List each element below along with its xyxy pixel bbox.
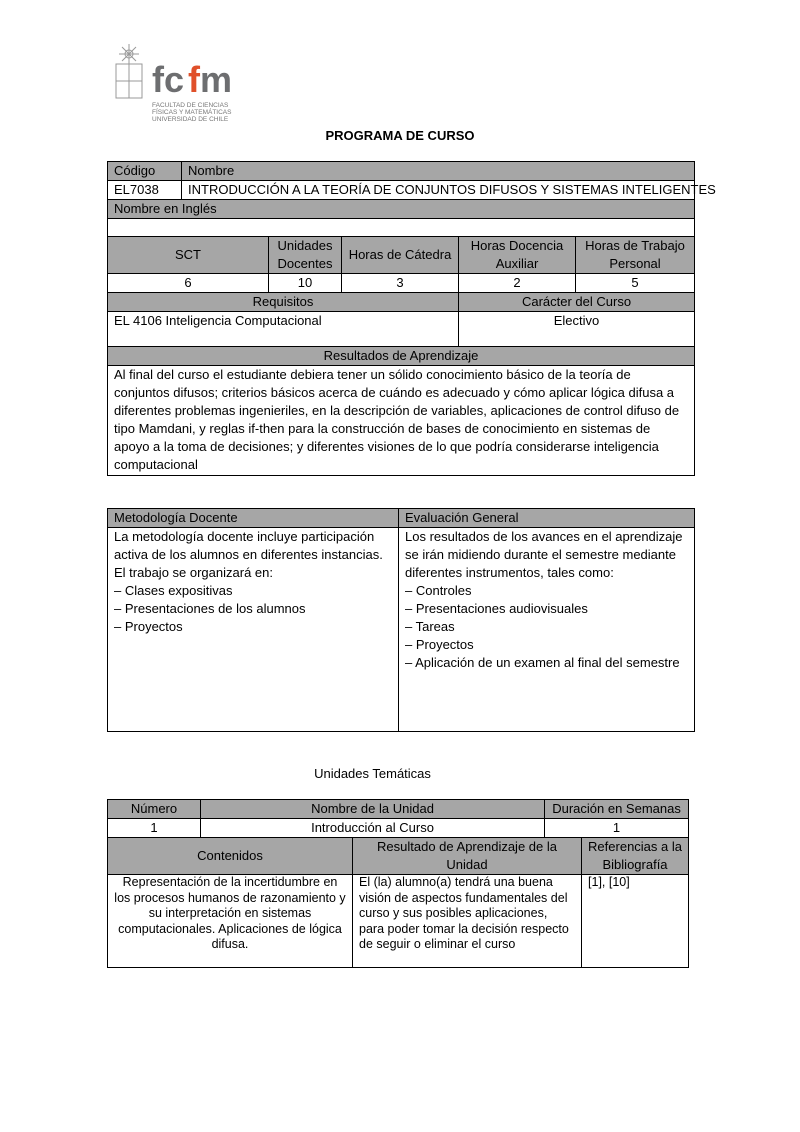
contenidos-text: Representación de la incertidumbre en los procesos humanos de razonamiento y su interpretación en sistemas computacionales. Aplicaciones de lógica difusa.: [108, 875, 353, 968]
evaluacion-item: – Presentaciones audiovisuales: [405, 601, 588, 616]
hours-header-sct: SCT: [108, 237, 269, 274]
referencias-text: [1], [10]: [582, 875, 689, 968]
caracter-value: Electivo: [459, 312, 695, 347]
evaluacion-item: – Aplicación de un examen al final del semestre: [405, 655, 680, 670]
numero-label: Número: [108, 800, 201, 819]
contenidos-label: Contenidos: [108, 838, 353, 875]
hours-header-ud: Unidades Docentes: [269, 237, 342, 274]
hours-header-catedra: Horas de Cátedra: [342, 237, 459, 274]
methodology-table: [107, 508, 695, 732]
course-code: EL7038: [108, 181, 182, 200]
svg-text:m: m: [200, 59, 233, 100]
resultados-text: Al final del curso el estudiante debiera tener un sólido conocimiento básico de la teoría de conjuntos difusos; criterios básicos acerca de cuándo es adecuado y cómo aplicar lógica difusa a diferentes problemas ingenieriles, en la descripción de variables, aplicaciones de control difuso de tipo Mamdani, y reglas if-then para la construcción de bases de conocimiento en sistemas de apoyo a la toma de decisiones; y diferentes visiones de lo que podría considerarse inteligencia computacional: [108, 366, 695, 476]
hours-value-sct: 6: [108, 274, 269, 293]
metodologia-item: – Proyectos: [114, 619, 183, 634]
evaluacion-item: – Proyectos: [405, 637, 474, 652]
hours-value-ud: 10: [269, 274, 342, 293]
caracter-label: Carácter del Curso: [459, 293, 695, 312]
svg-text:fc: fc: [152, 59, 185, 100]
metodologia-item: – Clases expositivas: [114, 583, 233, 598]
unidades-title: Unidades Temáticas: [314, 766, 431, 781]
referencias-label: Referencias a la Bibliografía: [582, 838, 689, 875]
requisitos-label: Requisitos: [108, 293, 459, 312]
resultado-unidad-text: El (la) alumno(a) tendrá una buena visión de aspectos fundamentales del curso y sus posibles aplicaciones, para poder tomar la decisión respecto de seguir o eliminar el curso: [353, 875, 582, 968]
unidades-table: [107, 799, 689, 968]
hours-header-personal: Horas de Trabajo Personal: [576, 237, 695, 274]
hours-value-catedra: 3: [342, 274, 459, 293]
evaluacion-label: Evaluación General: [399, 509, 695, 528]
logo-line-2: FÍSICAS Y MATEMÁTICAS: [152, 109, 232, 116]
course-table: [107, 161, 716, 476]
page-title: PROGRAMA DE CURSO: [325, 128, 475, 143]
metodologia-intro: La metodología docente incluye participación activa de los alumnos en diferentes instancias. El trabajo se organizará en:: [114, 529, 383, 580]
hours-header-auxiliar: Horas Docencia Auxiliar: [459, 237, 576, 274]
codigo-label: Código: [108, 162, 182, 181]
evaluacion-intro: Los resultados de los avances en el aprendizaje se irán midiendo durante el semestre mediante diferentes instrumentos, tales como:: [405, 529, 683, 580]
duracion-value: 1: [545, 819, 689, 838]
course-name: INTRODUCCIÓN A LA TEORÍA DE CONJUNTOS DIFUSOS Y SISTEMAS INTELIGENTES: [182, 181, 695, 200]
requisitos-value: EL 4106 Inteligencia Computacional: [108, 312, 459, 347]
nombre-unidad-label: Nombre de la Unidad: [201, 800, 545, 819]
metodologia-item: – Presentaciones de los alumnos: [114, 601, 306, 616]
resultado-unidad-label: Resultado de Aprendizaje de la Unidad: [353, 838, 582, 875]
evaluacion-item: – Controles: [405, 583, 472, 598]
english-name: [108, 219, 695, 237]
hours-value-auxiliar: 2: [459, 274, 576, 293]
nombre-label: Nombre: [182, 162, 695, 181]
duracion-label: Duración en Semanas: [545, 800, 689, 819]
metodologia-label: Metodología Docente: [108, 509, 399, 528]
metodologia-cell: [108, 528, 399, 732]
svg-text:f: f: [188, 59, 200, 100]
logo-line-3: UNIVERSIDAD DE CHILE: [152, 116, 229, 123]
evaluacion-cell: [399, 528, 695, 732]
ingles-label: Nombre en Inglés: [108, 200, 695, 219]
nombre-unidad-value: Introducción al Curso: [201, 819, 545, 838]
hours-value-personal: 5: [576, 274, 695, 293]
logo-line-1: FACULTAD DE CIENCIAS: [152, 102, 229, 109]
evaluacion-item: – Tareas: [405, 619, 455, 634]
numero-value: 1: [108, 819, 201, 838]
resultados-label: Resultados de Aprendizaje: [108, 347, 695, 366]
fcfm-logo: [112, 44, 242, 130]
